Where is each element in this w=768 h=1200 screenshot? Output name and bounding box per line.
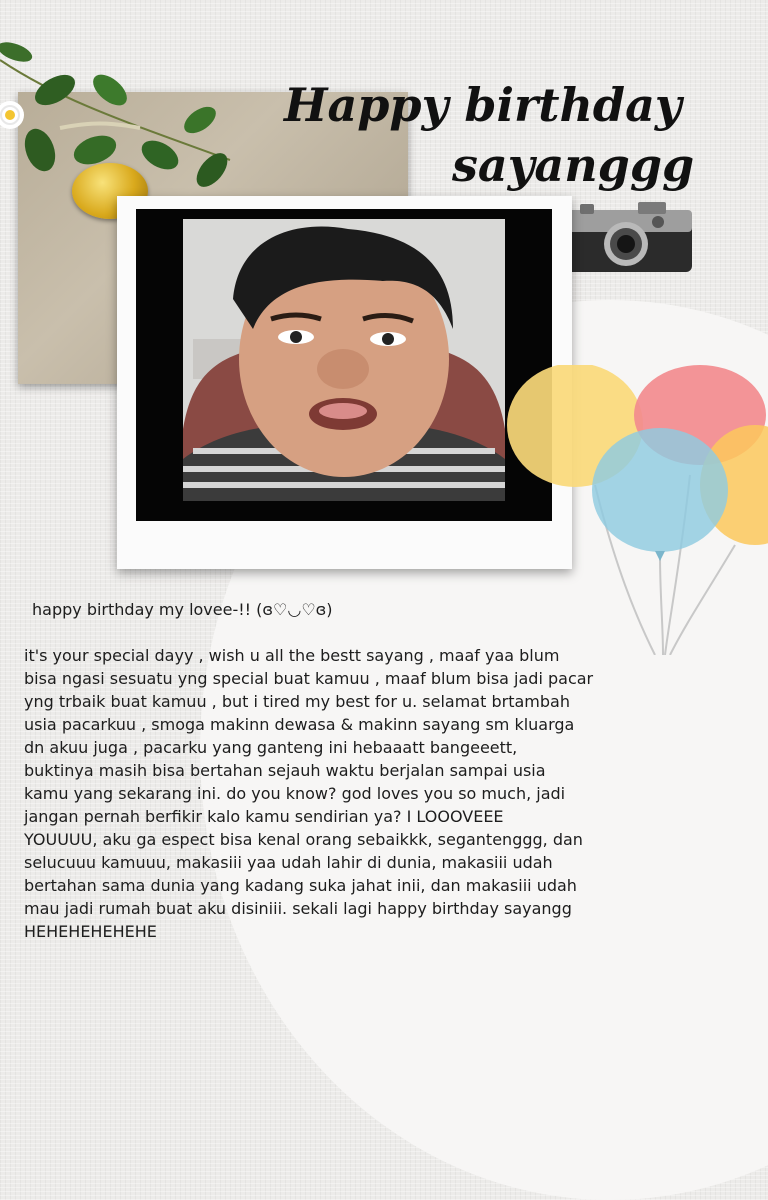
polaroid-photo-frame <box>117 196 572 569</box>
photo-matte <box>136 209 552 521</box>
message-greeting: happy birthday my lovee-!! (ɞ♡◡♡ɞ) <box>32 600 333 619</box>
card-title-line1: Happy birthday <box>284 78 682 132</box>
card-title-line2: sayanggg <box>452 138 695 192</box>
vintage-camera-icon <box>558 196 698 276</box>
daisy-icon <box>0 101 24 129</box>
birthday-message <box>24 598 768 943</box>
portrait-photo <box>183 219 505 501</box>
message-body: it's your special dayy , wish u all the bestt sayang , maaf yaa blum bisa ngasi sesuatu yng special buat kamuu , maaf blum bisa jadi pacar yng trbaik buat kamuu , but i tired my best for u. selamat brtambah usia pacarkuu , smoga makinn dewasa & makinn sayang sm kluarga dn akuu juga , pacarku yang ganteng ini hebaaatt bangeeett, buktinya masih bisa bertahan sejauh waktu berjalan sampai usia kamu yang sekarang ini. do you know? god loves you so much, jadi jangan pernah berfikir kalo kamu sendirian ya? I LOOOVEEE YOUUUU, aku ga espect bisa kenal orang sebaikkk, segantenggg, dan selucuuu kamuuu, makasiii yaa udah lahir di dunia, makasiii udah bertahan sama dunia yang kadang suka jahat inii, dan makasiii udah mau jadi rumah buat aku disiniii. sekali lagi happy birthday sayangg HEHEHEHEHEHE <box>24 646 594 941</box>
